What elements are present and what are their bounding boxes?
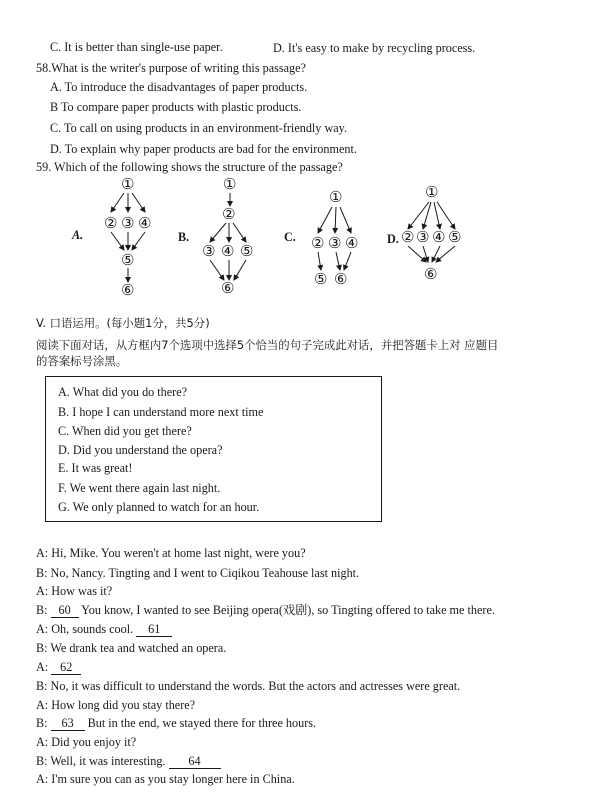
- diagram-d-node-1: ①: [425, 183, 439, 201]
- diagram-d-node-2: ②: [401, 228, 415, 246]
- diagram-d-node-6: ⑥: [424, 265, 438, 283]
- diagram-b-node-5: ⑤: [240, 242, 254, 260]
- diagram-a-node-1: ①: [121, 175, 135, 193]
- dialogue-line-8: [36, 679, 460, 694]
- dialogue-text: A: Did you enjoy it?: [36, 735, 137, 749]
- diagram-b-node-3: ③: [202, 242, 216, 260]
- box-option-b: B. I hope I can understand more next time: [58, 405, 264, 419]
- diagram-d-node-3: ③: [416, 228, 430, 246]
- q57-option-d: D. It's easy to make by recycling process.: [273, 41, 476, 55]
- diagram-a-node-5: ⑤: [121, 251, 135, 269]
- diagram-a-node-4: ④: [138, 214, 152, 232]
- answer-blank-60[interactable]: 60: [51, 604, 79, 618]
- section-instructions-line-1: 阅读下面对话，从方框内7个选项中选择5个恰当的句子完成此对话，并把答题卡上对 应题目: [36, 338, 499, 352]
- answer-blank-62[interactable]: 62: [51, 661, 81, 675]
- dialogue-line-9: [36, 698, 195, 713]
- box-option-e: E. It was great!: [58, 461, 133, 475]
- q58-option-b: B To compare paper products with plastic products.: [50, 100, 302, 114]
- answer-blank-63[interactable]: 63: [51, 717, 85, 731]
- answer-blank-64[interactable]: 64: [169, 755, 221, 769]
- q58-stem: 58.What is the writer's purpose of writing this passage?: [36, 61, 306, 75]
- dialogue-line-5: [36, 622, 172, 637]
- diagram-b-node-4: ④: [221, 242, 235, 260]
- box-option-f: F. We went there again last night.: [58, 481, 221, 495]
- dialogue-text: A: Hi, Mike. You weren't at home last night, were you?: [36, 546, 306, 560]
- diagram-c-node-1: ①: [329, 188, 343, 206]
- structure-diagrams: [0, 0, 595, 310]
- dialogue-text: B: We drank tea and watched an opera.: [36, 641, 227, 655]
- dialogue-line-1: [36, 546, 306, 561]
- diagram-a-node-3: ③: [121, 214, 135, 232]
- q59-stem: 59. Which of the following shows the structure of the passage?: [36, 160, 343, 174]
- dialogue-line-10: [36, 716, 316, 731]
- diagram-a-node-6: ⑥: [121, 281, 135, 299]
- box-option-c: C. When did you get there?: [58, 424, 192, 438]
- dialogue-text: B: Well, it was interesting.: [36, 754, 169, 768]
- dialogue-text: But in the end, we stayed there for three hours.: [84, 716, 317, 730]
- box-option-a: A. What did you do there?: [58, 385, 188, 399]
- dialogue-text: A: How was it?: [36, 584, 113, 598]
- diagram-b-node-2: ②: [222, 205, 236, 223]
- q59-label-b: B.: [178, 230, 190, 244]
- diagram-c-node-6: ⑥: [334, 270, 348, 288]
- q58-option-a: A. To introduce the disadvantages of paper products.: [50, 80, 308, 94]
- dialogue-line-6: [36, 641, 226, 656]
- dialogue-text: A: How long did you stay there?: [36, 698, 196, 712]
- diagram-c-node-4: ④: [345, 234, 359, 252]
- dialogue-line-4: [36, 603, 495, 618]
- q59-label-c: C.: [284, 230, 296, 244]
- q57-option-c: C. It is better than single-use paper.: [50, 40, 223, 54]
- dialogue-text: You know, I wanted to see Beijing opera(戏剧), so Tingting offered to take me there.: [78, 603, 495, 617]
- diagram-a-node-2: ②: [104, 214, 118, 232]
- dialogue-line-3: [36, 584, 112, 599]
- answer-blank-61[interactable]: 61: [136, 623, 172, 637]
- dialogue-text: B: No, Nancy. Tingting and I went to Ciqikou Teahouse last night.: [36, 566, 360, 580]
- q58-option-d: D. To explain why paper products are bad for the environment.: [50, 142, 357, 156]
- q59-label-d: D.: [387, 232, 399, 246]
- q58-option-c: C. To call on using products in an environment-friendly way.: [50, 121, 348, 135]
- dialogue-text: B:: [36, 716, 51, 730]
- q59-label-a: A.: [72, 228, 84, 242]
- diagram-c-node-5: ⑤: [314, 270, 328, 288]
- dialogue-line-13: [36, 772, 295, 787]
- diagram-b-node-1: ①: [223, 175, 237, 193]
- section-title: V. 口语运用。(每小题1分，共5分): [36, 316, 210, 330]
- diagram-c-node-3: ③: [328, 234, 342, 252]
- diagram-d-node-5: ⑤: [448, 228, 462, 246]
- section-instructions-line-2: 的答案标号涂黑。: [36, 354, 128, 368]
- box-option-d: D. Did you understand the opera?: [58, 443, 223, 457]
- dialogue-text: B:: [36, 603, 51, 617]
- dialogue-line-12: [36, 754, 221, 769]
- dialogue-line-2: [36, 566, 359, 581]
- dialogue-line-7: [36, 660, 81, 675]
- diagram-b-node-6: ⑥: [221, 279, 235, 297]
- diagram-d-node-4: ④: [432, 228, 446, 246]
- dialogue-line-11: [36, 735, 136, 750]
- diagram-c-node-2: ②: [311, 234, 325, 252]
- dialogue-text: A: Oh, sounds cool.: [36, 622, 137, 636]
- dialogue-text: A:: [36, 660, 52, 674]
- box-option-g: G. We only planned to watch for an hour.: [58, 500, 260, 514]
- dialogue-text: A: I'm sure you can as you stay longer here in China.: [36, 772, 295, 786]
- dialogue-text: B: No, it was difficult to understand the words. But the actors and actresses were great.: [36, 679, 461, 693]
